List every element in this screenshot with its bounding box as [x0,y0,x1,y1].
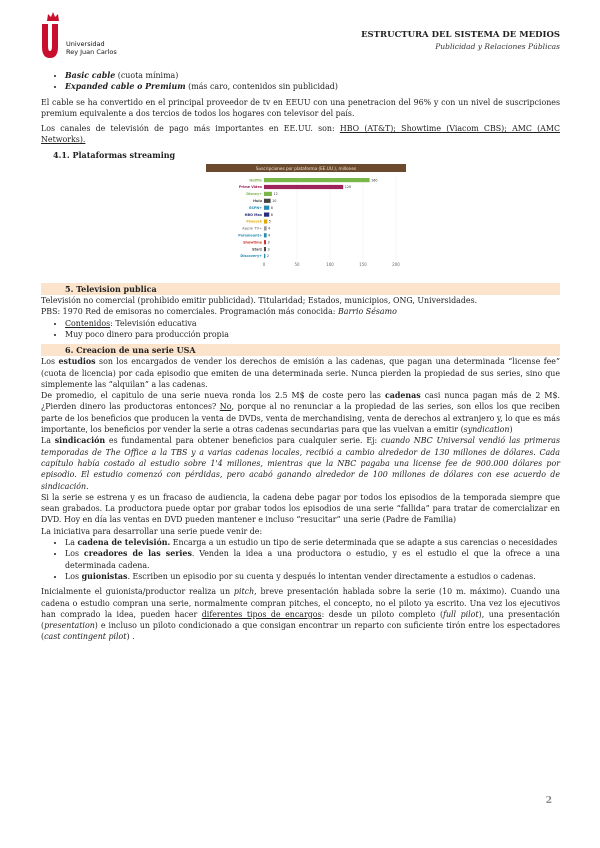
header-subtitle: Publicidad y Relaciones Públicas [435,42,560,51]
chart-x-tick-label: 150 [359,261,367,267]
chart-bar [264,178,370,182]
chart-value-label: 8 [270,205,273,210]
chart-svg [206,164,406,279]
document-body [41,70,560,643]
chart-x-tick-label: 0 [262,261,266,267]
page-number: 2 [545,796,552,806]
section-6-heading: 6. Creacion de una serie USA [41,344,560,356]
chart-bar [264,185,343,189]
chart-bar [264,226,267,230]
chart-category-label: Hulu [253,199,262,204]
chart-x-tick-label: 200 [392,261,400,267]
chart-category-label: Showtime [243,240,262,245]
chart-value-label: 4 [268,233,271,238]
crown-icon [46,12,60,22]
chart-category-label: Apple TV+ [242,226,262,231]
chart-category-label: Prime Video [238,185,262,190]
paragraph-promedio: De promedio, el capitulo de una serie nueva ronda los 2.5 M$ de coste pero las cadenas casi nunca pagan más de 2 M$. ¿Pierden dinero las productoras entonces? No, porque al no renunciar a la propiedad de las series, son ellos los que reciben parte de los beneficios que producen la venta de DVDs, venta de merchandising, venta de derechos al extranjero y, lo que es más importante, los beneficios por vender la serie a otras cadenas secundarias para que las vuelvan a emitir (syndication) [41,391,560,435]
chart-value-label: 8 [270,212,273,217]
chart-bar [264,213,269,217]
list-item: • Contenidos: Televisión educativa [65,318,560,329]
u-logo-icon [40,24,60,58]
list-item: • Los creadores de las series. Venden la idea a una productora o estudio, y es el estudio el que la ofrece a una determinada cadena. [65,548,560,571]
chart-bar [264,219,267,223]
streaming-chart [206,164,406,279]
paragraph-canales: Los canales de televisión de pago más importantes en EE.UU. son: HBO (AT&T); Showtime (Viacom CBS); AMC (AMC Networks). [41,124,560,145]
chart-category-label: Paramount+ [238,233,262,238]
paragraph-final: Inicialmente el guionista/productor realiza un pitch, breve presentación hablada sobre la serie (10 m. máximo). Cuando una cadena o estudio compran una serie, normalmente compran pitches, el concepto, no el piloto ya escrito. Una vez los ejecutivos han comprado la idea, pueden hacer diferentes tipos de encargos: desde un piloto completo (full pilot), una presentación (presentation) e incluso un piloto condicionado a que consigan encontrar un reparto con suficiente tirón entre los espectadores (cast contingent pilot) . [41,587,560,642]
paragraph-iniciativa: La iniciativa para desarrollar una serie puede venir de: [41,526,263,536]
section-5-heading: 5. Television publica [41,283,560,295]
list-item: • Expanded cable o Premium (más caro, contenidos sin publicidad) [65,81,560,92]
chart-x-tick-label: 50 [294,261,300,267]
chart-bar [264,240,266,244]
paragraph-cable: El cable se ha convertido en el principal proveedor de tv en EEUU con una penetracion del 96% y con un nivel de suscripciones premium equivalente a dos tercios de todos los hogares con televisor del país. [41,97,560,118]
chart-bar [264,247,266,251]
chart-title: Suscripciones por plataforma (EE.UU.), millones [255,166,357,172]
chart-category-label: Starz [252,247,262,252]
paragraph-fracaso: Si la serie se estrena y es un fracaso de audiencia, la cadena debe pagar por todos los episodios de la temporada siempre que sean grabados. La productora puede optar por grabar todos los episodios de una serie “fallida” para tratar de comercializar en DVD. Hoy en día las ventas en DVD pueden mantener e incluso “resucitar” una serie (Padre de Familia) [41,492,560,525]
chart-bar [264,254,265,258]
chart-bar [264,233,267,237]
pay-channels-link[interactable]: HBO (AT&T); Showtime (Viacom CBS); AMC (AMC Networks). [41,124,560,145]
list-item: • Los guionistas. Escriben un episodio por su cuenta y después lo intentan vender directamente a estudios o cadenas. [65,571,560,582]
chart-value-label: 3 [267,247,270,252]
chart-category-label: Netflix [249,178,262,183]
chart-category-label: Peacock [246,219,262,224]
chart-category-label: Disney+ [246,192,262,197]
chart-value-label: 120 [344,185,352,190]
chart-category-label: ESPN+ [249,205,262,210]
list-item: • Basic cable (cuota mínima) [65,70,560,81]
chart-x-tick-label: 100 [326,261,334,267]
chart-value-label: 2 [266,254,269,259]
header-title: ESTRUCTURA DEL SISTEMA DE MEDIOS [361,30,560,40]
subsection-streaming: 4.1. Plataformas streaming [53,149,176,160]
list-item: • Muy poco dinero para producción propia [65,329,560,340]
paragraph-sindicacion: La sindicación es fundamental para obtener beneficios para cualquier serie. Ej: cuando NBC Universal vendió las primeras temporadas de The Office a la TBS y a varias cadenas locales, recibió a cambio alrededor de 130 millones de dólares. Cada capítulo había costado al estudio sobre 1'4 millones, mientras que la NBC pagaba una license fee de 900.000 dólares por episodio. El estudio comenzó con pérdidas, pero acabó ganando alrededor de 100 millones de dólares con ese acuerdo de sindicación. [41,436,561,491]
iniciativa-list [41,537,560,582]
chart-bar [264,192,272,196]
chart-value-label: 3 [267,240,270,245]
chart-value-label: 10 [272,199,277,204]
paragraph-pbs: PBS: 1970 Red de emisoras no comerciales. Programación más conocida: Barrio Sésamo [41,307,397,317]
chart-value-label: 4 [268,226,271,231]
list-item: • La cadena de televisión. Encarga a un estudio un tipo de serie determinada que se adapte a sus carencias o necesidades [65,537,560,548]
chart-category-label: Discovery+ [240,254,262,259]
chart-value-label: 5 [268,219,271,224]
logo-text: Universidad Rey Juan Carlos [66,40,117,56]
chart-bar [264,199,271,203]
university-logo [40,12,130,60]
chart-category-label: HBO Max [244,212,262,217]
paragraph-estudios: Los estudios son los encargados de vender los derechos de emisión a las cadenas, que pagan una determinada “license fee” (cuota de licencia) por cada episodio que emiten de una determinada serie. Nunca pierden la propiedad de sus series, sino que simplemente las “alquilan” a las cadenas. [41,357,560,389]
paragraph-tv-publica: Televisión no comercial (prohibido emitir publicidad). Titularidad; Estados, municipios, ONG, Universidades. [41,296,478,306]
chart-bar [264,206,269,210]
chart-value-label: 12 [273,192,278,197]
chart-value-label: 160 [371,178,378,183]
cable-types-list [41,70,560,93]
pbs-list [41,318,560,341]
